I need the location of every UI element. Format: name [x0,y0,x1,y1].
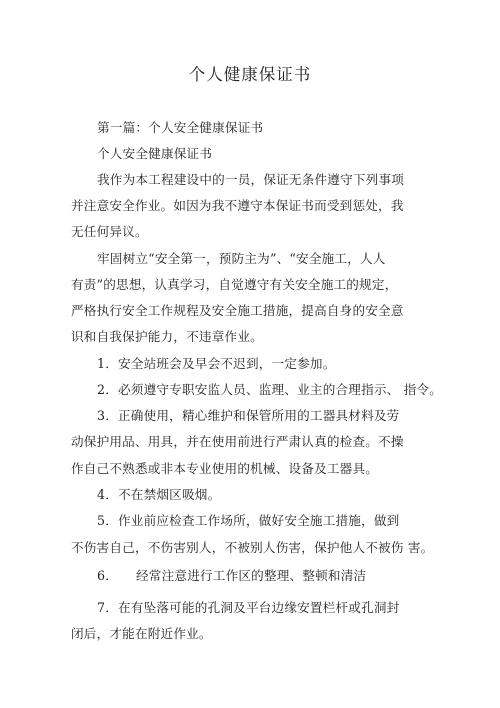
list-number: 6． [97,568,119,583]
list-item: 4．不在禁烟区吸烟。 [97,487,221,502]
list-item: 5．作业前应检查工作场所，做好安全施工措施，做到 [97,513,400,528]
document-title: 个人健康保证书 [188,65,312,84]
list-text: 经常注意进行工作区的整理、整顿和清洁 [136,568,367,583]
paragraph-line: 我作为本工程建设中的一员，保证无条件遵守下列事项 [97,172,405,187]
list-item: 3．正确使用，精心维护和保管所用的工器具材料及劳 [97,408,400,423]
paragraph-line: 识和自我保护能力，不违章作业。 [71,329,263,344]
list-item [97,568,366,584]
paragraph-line: 牢固树立“安全第一，预防主为”、“安全施工，人人 [97,251,386,266]
subheading: 个人安全健康保证书 [97,146,213,161]
list-item: 1．安全站班会及早会不迟到，一定参加。 [97,356,336,371]
paragraph-line: 不伤害自己，不伤害别人，不被别人伤害，保护他人不被伤 害。 [71,540,434,555]
paragraph-line: 有责”的思想，认真学习，自觉遵守有关安全施工的规定， [71,277,398,292]
paragraph-line: 作自己不熟悉或非本专业使用的机械、设备及工器具。 [71,461,379,476]
list-item: 7．在有坠落可能的孔洞及平台边缘安置栏杆或孔洞封 [97,600,400,615]
paragraph-line: 无任何异议。 [71,224,148,239]
list-item: 2．必须遵守专职安监人员、监理、业主的合理指示、 指令。 [97,382,443,397]
paragraph-line: 并注意安全作业。如因为我不遵守本保证书而受到惩处，我 [71,198,404,213]
paragraph-line: 严格执行安全工作规程及安全施工措施，提高自身的安全意 [71,303,404,318]
paragraph-line: 闭后，才能在附近作业。 [71,626,212,641]
paragraph-line: 动保护用品、用具，并在使用前进行严肃认真的检查。不操 [71,434,404,449]
section-heading: 第一篇：个人安全健康保证书 [97,120,264,135]
